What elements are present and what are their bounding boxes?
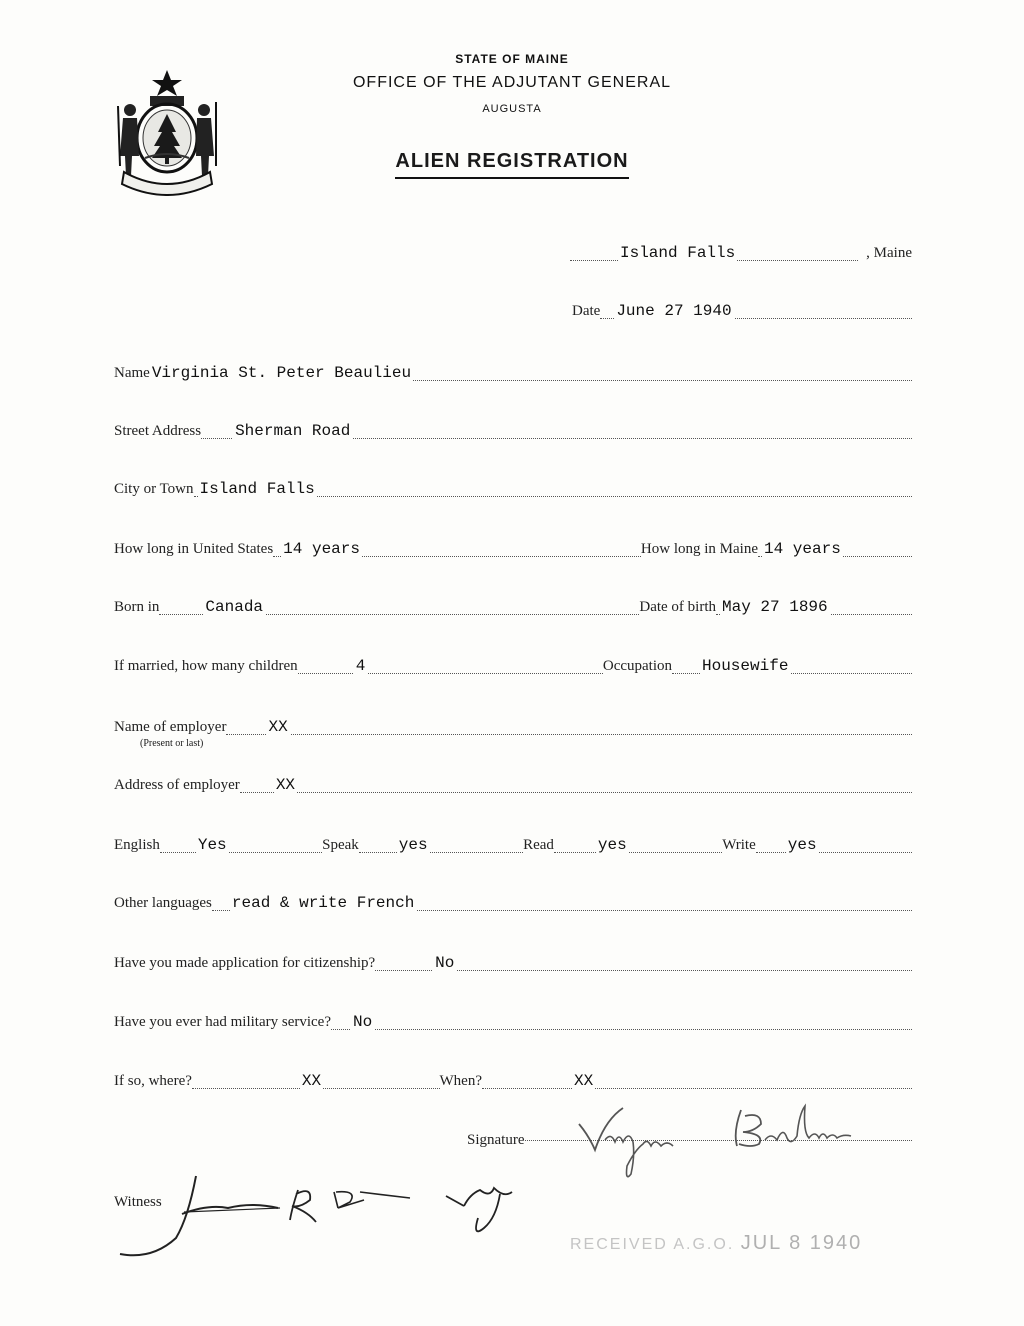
maine-duration-value[interactable]: 14 years [764, 540, 841, 558]
when-value[interactable]: XX [574, 1072, 594, 1090]
employer-sublabel: (Present or last) [140, 738, 204, 749]
english-row [114, 836, 912, 856]
employer-address-value[interactable]: XX [275, 776, 296, 794]
signature-label: Signature [467, 1132, 525, 1148]
military-label: Have you ever had military service? [114, 1014, 331, 1030]
dob-label: Date of birth [639, 599, 716, 615]
speak-value[interactable]: yes [398, 836, 428, 854]
write-value[interactable]: yes [787, 836, 817, 854]
city-value[interactable]: Island Falls [199, 480, 315, 498]
place-value[interactable]: Island Falls [620, 244, 736, 262]
citizenship-value[interactable]: No [435, 954, 455, 972]
read-value[interactable]: yes [597, 836, 627, 854]
place-suffix: , Maine [866, 245, 912, 261]
date-label: Date [572, 303, 601, 319]
other-languages-label: Other languages [114, 895, 212, 911]
born-label: Born in [114, 599, 160, 615]
city-heading: AUGUSTA [482, 103, 542, 115]
employer-address-label: Address of employer [114, 777, 240, 793]
military-row [114, 1013, 912, 1033]
name-value[interactable]: Virginia St. Peter Beaulieu [151, 364, 412, 382]
state-heading: STATE OF MAINE [455, 52, 569, 66]
name-row [114, 364, 912, 384]
dob-value[interactable]: May 27 1896 [722, 598, 828, 616]
children-label: If married, how many children [114, 658, 298, 674]
us-duration-label: How long in United States [114, 541, 274, 557]
employer-address-row [114, 776, 912, 796]
citizenship-label: Have you made application for citizenship? [114, 955, 376, 971]
stamp-received-text: RECEIVED A.G.O. [570, 1236, 735, 1253]
citizenship-row [114, 954, 912, 974]
children-value[interactable]: 4 [355, 657, 366, 675]
speak-label: Speak [322, 837, 359, 853]
place-row [570, 244, 912, 264]
birth-row [114, 598, 912, 618]
date-value[interactable]: June 27 1940 [616, 302, 732, 320]
office-heading: OFFICE OF THE ADJUTANT GENERAL [352, 74, 672, 91]
children-row [114, 657, 912, 677]
street-label: Street Address [114, 423, 202, 439]
maine-duration-label: How long in Maine [640, 541, 758, 557]
other-languages-value[interactable]: read & write French [231, 894, 415, 912]
born-value[interactable]: Canada [205, 598, 264, 616]
read-label: Read [523, 837, 554, 853]
received-stamp [570, 1232, 862, 1255]
name-label: Name [114, 365, 150, 381]
occupation-label: Occupation [602, 658, 672, 674]
employer-label: Name of employer [114, 719, 227, 735]
witness-handwriting [112, 1168, 552, 1264]
write-label: Write [722, 837, 756, 853]
witness-label: Witness [114, 1194, 162, 1210]
employer-value[interactable]: XX [268, 718, 288, 736]
english-value[interactable]: Yes [197, 836, 227, 854]
employer-row [114, 718, 912, 738]
date-row [572, 302, 912, 322]
street-value[interactable]: Sherman Road [235, 422, 351, 440]
english-label: English [114, 837, 160, 853]
where-label: If so, where? [114, 1073, 192, 1089]
stamp-date-text: JUL 8 1940 [740, 1232, 863, 1254]
signature-handwriting [575, 1102, 885, 1182]
us-duration-value[interactable]: 14 years [283, 540, 360, 558]
occupation-value[interactable]: Housewife [702, 657, 789, 675]
duration-row [114, 540, 912, 560]
where-value[interactable]: XX [301, 1072, 322, 1090]
military-value[interactable]: No [353, 1013, 373, 1031]
service-row [114, 1072, 912, 1092]
city-row [114, 480, 912, 500]
street-row [114, 422, 912, 442]
when-label: When? [439, 1073, 482, 1089]
form-title: ALIEN REGISTRATION [395, 150, 628, 179]
city-label: City or Town [114, 481, 194, 497]
other-languages-row [114, 894, 912, 914]
